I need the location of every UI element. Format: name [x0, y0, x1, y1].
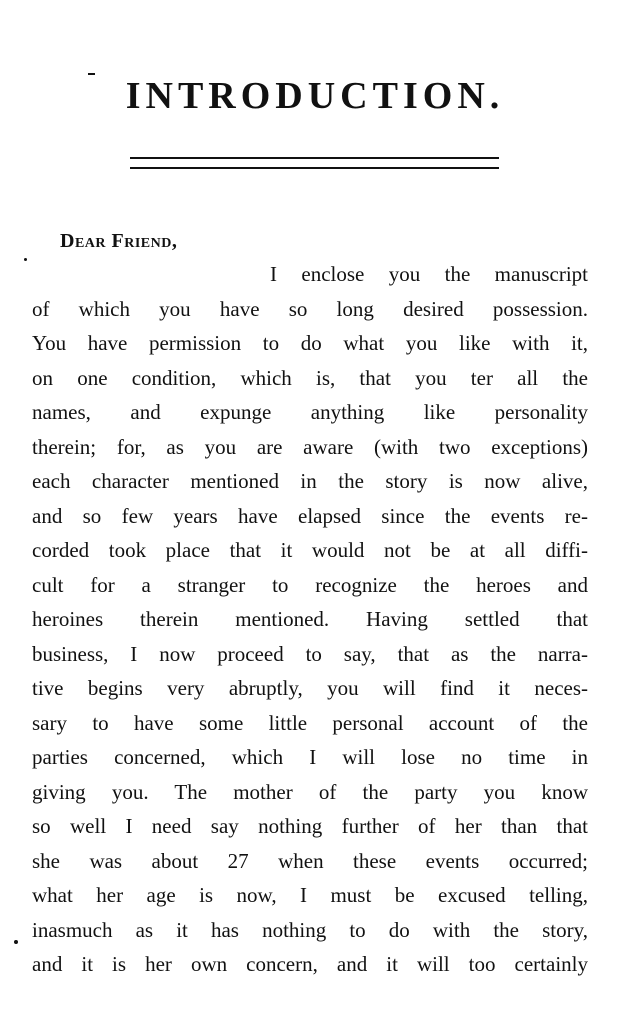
page-title: INTRODUCTION.: [125, 75, 505, 117]
text-line: each character mentioned in the story is now alive,: [32, 469, 588, 493]
text-line: of which you have so long desired possession.: [32, 296, 588, 321]
text-line: so well I need say nothing further of her than that: [32, 814, 588, 838]
text-line: tive begins very abruptly, you will find it neces-: [32, 676, 588, 700]
text-line: corded took place that it would not be at all diffi-: [32, 538, 588, 562]
title-rule-top: [130, 157, 499, 159]
salutation: Dear Friend,: [60, 230, 178, 252]
text-line: heroines therein mentioned. Having settled that: [32, 607, 588, 631]
text-line: she was about 27 when these events occurred;: [32, 848, 588, 873]
letter-body: [32, 257, 588, 982]
ink-speck: [14, 940, 18, 944]
text-line: names, and expunge anything like personality: [32, 400, 588, 424]
text-line: on one condition, which is, that you ter all the: [32, 365, 588, 390]
title-rule-bottom: [130, 167, 499, 169]
text-line: inasmuch as it has nothing to do with the story,: [32, 917, 588, 942]
text-line: You have permission to do what you like with it,: [32, 331, 588, 355]
text-line: therein; for, as you are aware (with two exceptions): [32, 434, 588, 459]
text-line: cult for a stranger to recognize the heroes and: [32, 572, 588, 597]
text-line: sary to have some little personal account of the: [32, 710, 588, 735]
text-line: parties concerned, which I will lose no time in: [32, 745, 588, 769]
text-line: and so few years have elapsed since the events re-: [32, 503, 588, 528]
text-line: giving you. The mother of the party you know: [32, 779, 588, 804]
text-line: and it is her own concern, and it will too certainly: [32, 952, 588, 976]
text-line: I enclose you the manuscript: [270, 262, 588, 286]
text-line: business, I now proceed to say, that as the narra-: [32, 641, 588, 666]
ink-speck: [24, 258, 27, 261]
text-line: what her age is now, I must be excused telling,: [32, 883, 588, 907]
